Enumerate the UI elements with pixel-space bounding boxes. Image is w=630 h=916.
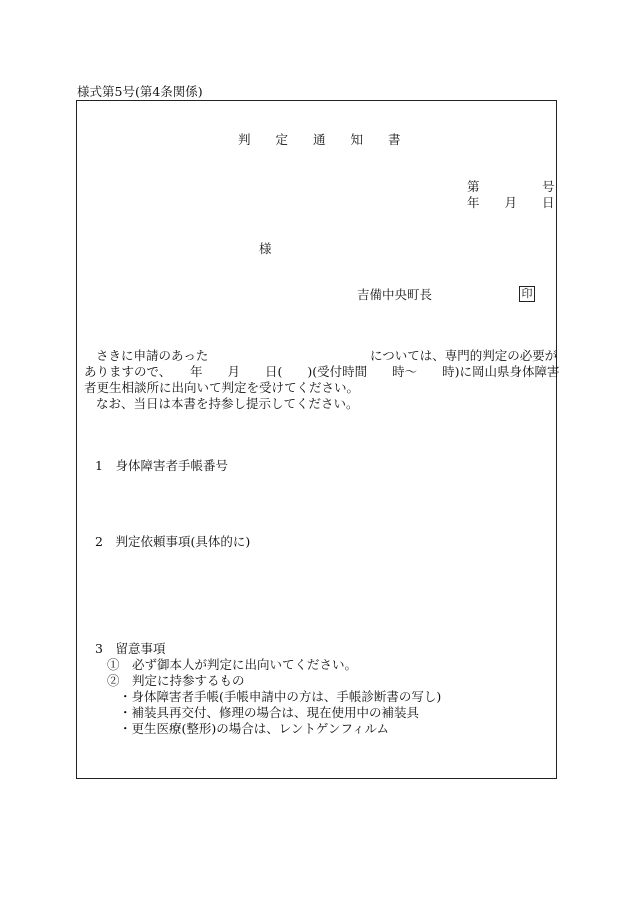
body-line-3: 者更生相談所に出向いて判定を受けてください。 — [84, 380, 360, 395]
body-line-1b: については、専門的判定の必要が — [370, 348, 558, 363]
body-line-1a: さきに申請のあった — [96, 348, 209, 363]
section-3-heading: 3 留意事項 — [95, 641, 166, 656]
section-2-heading: 2 判定依頼事項(具体的に) — [95, 534, 251, 549]
notes-bullet-3: ・更生医療(整形)の場合は、レントゲンフィルム — [119, 721, 389, 736]
issuer-name: 吉備中央町長 — [357, 287, 433, 302]
section-1-heading: 1 身体障害者手帳番号 — [95, 458, 228, 473]
document-title: 判 定 通 知 書 — [238, 132, 401, 147]
body-line-2: ありますので、 年 月 日( )(受付時間 時〜 時)に岡山県身体障害 — [84, 364, 560, 379]
form-header: 様式第5号(第4条関係) — [77, 84, 203, 99]
notes-bullet-1: ・身体障害者手帳(手帳申請中の方は、手帳診断書の写し) — [119, 689, 442, 704]
seal-mark: 印 — [519, 286, 535, 302]
issue-date: 年 月 日 — [467, 195, 555, 210]
document-number: 第 号 — [467, 179, 555, 194]
notes-item-1: ① 必ず御本人が判定に出向いてください。 — [107, 657, 358, 672]
notes-bullet-2: ・補装具再交付、修理の場合は、現在使用中の補装具 — [119, 705, 420, 720]
addressee-suffix: 様 — [259, 241, 272, 256]
notes-item-2: ② 判定に持参するもの — [107, 673, 245, 688]
body-line-4: なお、当日は本書を持参し提示してください。 — [96, 396, 359, 411]
